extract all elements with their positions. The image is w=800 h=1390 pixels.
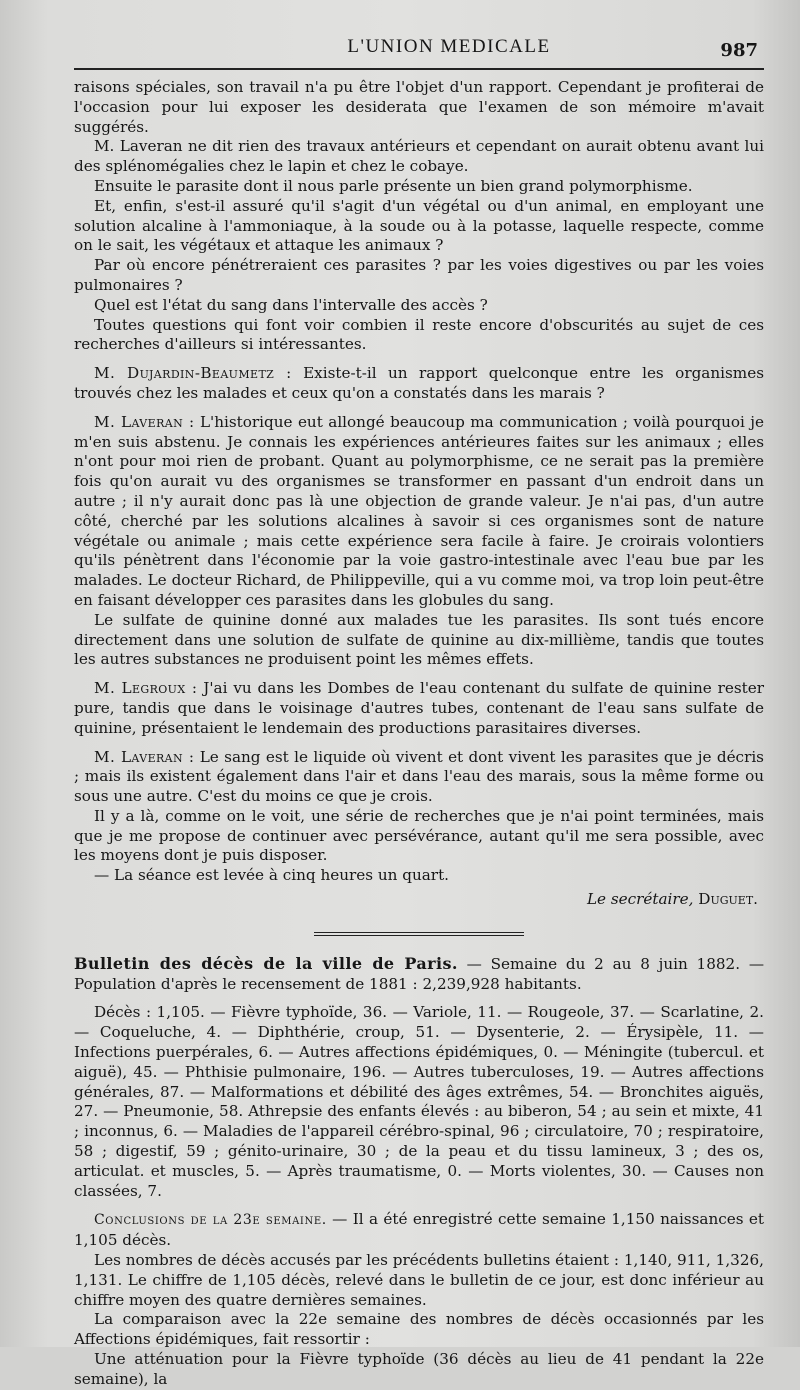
paragraph: Et, enfin, s'est-il assuré qu'il s'agit d'un végétal ou d'un animal, en employant une solution alcaline à l'ammoniaque, à la soude ou à la potasse, laquelle respecte, comme on le sait, les végétaux et attaque les animaux ? xyxy=(74,196,764,255)
speaker-text: Le sang est le liquide où vivent et dont vivent les parasites que je décris ; mais ils existent également dans l'air et dans l'eau des marais, sous la même forme ou sous une autre. C'est du moins ce que je crois. xyxy=(74,747,764,806)
signature-name: Duguet. xyxy=(698,890,758,909)
page-number: 987 xyxy=(720,40,758,61)
section-separator xyxy=(314,932,524,938)
signature xyxy=(74,890,764,910)
speaker-name: M. Legroux : xyxy=(94,679,198,698)
bulletin-intro: — Semaine du 2 au 8 juin 1882. — Population d'après le recensement de 1881 : 2,239,928 habitants. xyxy=(74,954,765,993)
paragraph: Par où encore pénétreraient ces parasites ? par les voies digestives ou par les voies pulmonaires ? xyxy=(74,256,764,294)
speaker-text: L'historique eut allongé beaucoup ma communication ; voilà pourquoi je m'en suis abstenu. Je connais les expériences antérieures faites sur les animaux ; elles n'ont pour moi rien de probant. Quant au polymorphisme, ce ne serait pas la première fois qu'on aurait vu des organismes se transformer en passant d'un endroit dans un autre ; il n'y aurait donc pas là une objection de grande valeur. Je n'ai pas, d'un autre côté, cherché par les solutions alcalines à savoir si ces organismes sont de nature végétale ou animale ; mais cette expérience sera facile à faire. Je croirais volontiers qu'ils pénètrent dans l'économie par la voie gastro-intestinale avec l'eau bue par les malades. Le docteur Richard, de Philippeville, qui a vu comme moi, va trop loin peut-être en faisant développer ces parasites dans les globules du sang. xyxy=(74,412,764,609)
speaker-name: M. Laveran : xyxy=(94,412,195,431)
paragraph: M. Laveran ne dit rien des travaux antérieurs et cependant on aurait obtenu avant lui des splénomégalies chez le lapin et chez le cobaye. xyxy=(74,137,764,176)
conclusions-title: Conclusions de la 23e semaine. xyxy=(94,1212,327,1229)
bulletin-heading xyxy=(74,954,764,995)
running-title: L'UNION MEDICALE xyxy=(347,36,551,57)
paragraph: Le sulfate de quinine donné aux malades tue les parasites. Ils sont tués encore directement dans une solution de sulfate de quinine au dix-millième, tandis que toutes les autres substances ne produisent point les mêmes effets. xyxy=(74,610,764,669)
deaths-paragraph: Décès : 1,105. — Fièvre typhoïde, 36. — Variole, 11. — Rougeole, 37. — Scarlatine, 2. — Coqueluche, 4. — Diphthérie, croup, 51. — Dysenterie, 2. — Érysipèle, 11. — Infections puerpérales, 6. — Autres affections épidémiques, 0. — Méningite (tubercul. et aiguë), 45. — Phthisie pulmonaire, 196. — Autres tuberculoses, 19. — Autres affections générales, 87. — Malformations et débilité des âges extrêmes, 54. — Bronchites aiguës, 27. — Pneumonie, 58. Athrepsie des enfants élevés : au biberon, 54 ; au sein et mixte, 41 ; inconnus, 6. — Maladies de l'appareil cérébro-spinal, 96 ; circulatoire, 70 ; respiratoire, 58 ; digestif, 59 ; génito-urinaire, 30 ; de la peau et du tissu lamineux, 3 ; des os, articulat. et muscles, 5. — Après traumatisme, 0. — Morts violentes, 30. — Causes non classées, 7. xyxy=(74,1003,764,1200)
conclusions-paragraph xyxy=(74,1210,764,1251)
speaker-name: M. Dujardin-Beaumetz : xyxy=(94,364,292,383)
paragraph: Une atténuation pour la Fièvre typhoïde (36 décès au lieu de 41 pendant la 22e semaine), la xyxy=(74,1350,764,1388)
paragraph: Toutes questions qui font voir combien il reste encore d'obscurités au sujet de ces recherches d'ailleurs si intéressantes. xyxy=(74,315,764,354)
paragraph: raisons spéciales, son travail n'a pu être l'objet d'un rapport. Cependant je profiterai de l'occasion pour lui exposer les desiderata que l'examen de son mémoire m'avait suggérés. xyxy=(74,78,764,136)
paragraph: Quel est l'état du sang dans l'intervalle des accès ? xyxy=(94,295,488,314)
signature-role: Le secrétaire, xyxy=(586,890,694,909)
speaker-paragraph xyxy=(74,748,764,807)
speaker-text: J'ai vu dans les Dombes de l'eau contenant du sulfate de quinine rester pure, tandis que dans le voisinage d'autres tubes, contenant de l'eau sans sulfate de quinine, présentaient le lendemain des productions parasitaires diverses. xyxy=(74,679,764,737)
speaker-paragraph xyxy=(74,679,764,738)
paragraph: Ensuite le parasite dont il nous parle présente un bien grand polymorphisme. xyxy=(94,176,693,195)
paragraph: Il y a là, comme on le voit, une série de recherches que je n'ai point terminées, mais que je me propose de continuer avec persévérance, autant qu'il me sera possible, avec les moyens dont je puis disposer. xyxy=(74,806,764,865)
paragraph: — La séance est levée à cinq heures un quart. xyxy=(94,866,450,885)
speaker-paragraph xyxy=(74,413,764,611)
running-head xyxy=(74,0,764,70)
bulletin-title: Bulletin des décès de la ville de Paris. xyxy=(74,953,458,973)
paragraph: Les nombres de décès accusés par les précédents bulletins étaient : 1,140, 911, 1,326, 1,131. Le chiffre de 1,105 décès, relevé dans le bulletin de ce jour, est donc inférieur au chiffre moyen des quatre dernières semaines. xyxy=(74,1251,764,1309)
speaker-text: Existe-t-il un rapport quelconque entre les organismes trouvés chez les malades et ceux qu'on a constatés dans les marais ? xyxy=(74,364,764,402)
speaker-name: M. Laveran : xyxy=(94,747,195,766)
speaker-paragraph xyxy=(74,364,764,404)
paragraph: La comparaison avec la 22e semaine des nombres de décès occasionnés par les Affections épidémiques, fait ressortir : xyxy=(74,1310,764,1349)
conclusions-text: — Il a été enregistré cette semaine 1,150 naissances et 1,105 décès. xyxy=(74,1210,764,1250)
header-rule xyxy=(74,68,764,70)
article-body xyxy=(74,78,764,1390)
